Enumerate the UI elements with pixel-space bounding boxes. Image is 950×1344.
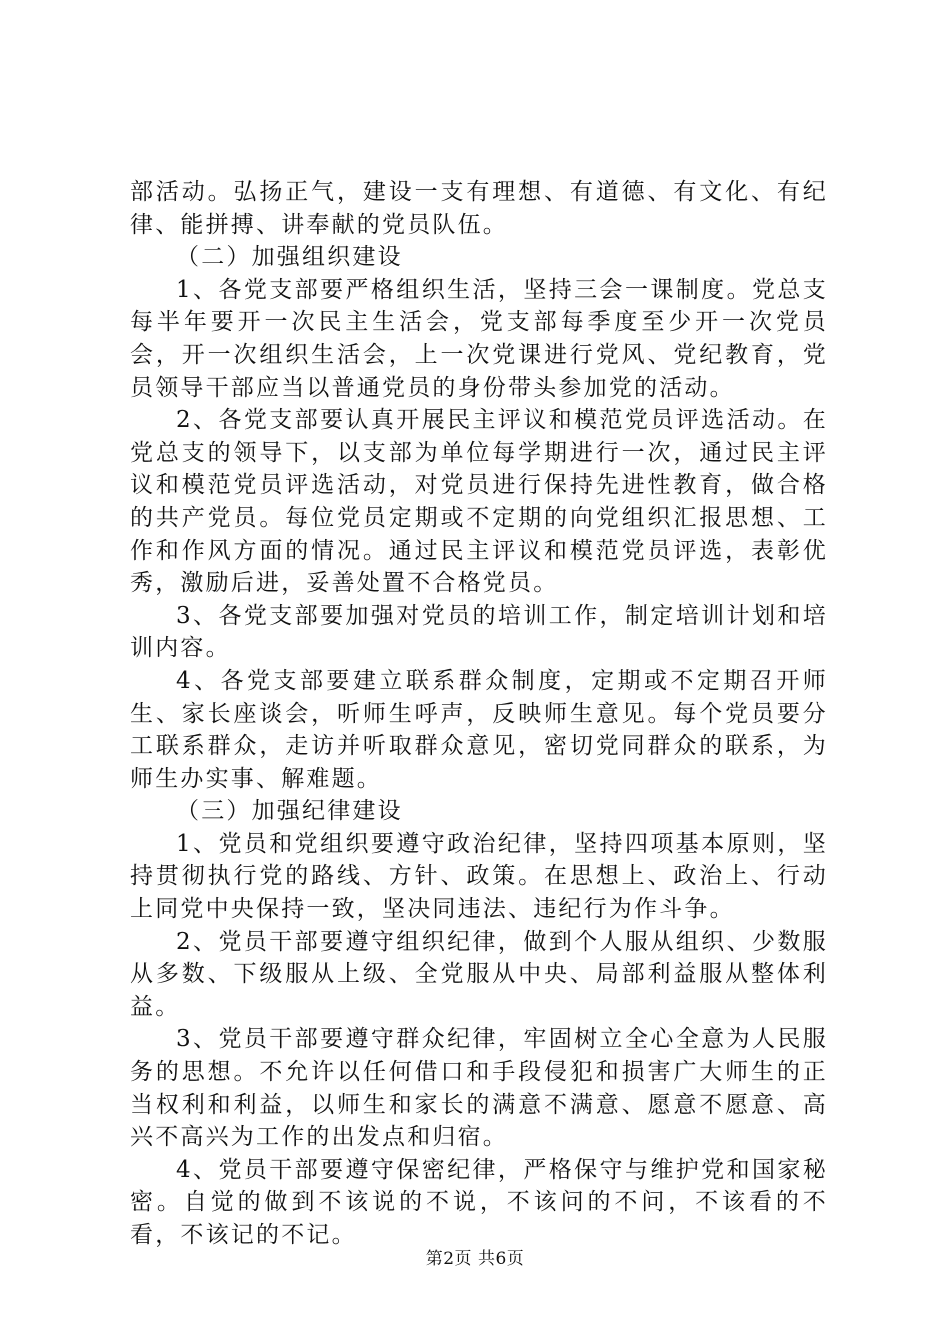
- paragraph-organization-1: 1、各党支部要严格组织生活，坚持三会一课制度。党总支每半年要开一次民主生活会，党支部每季度至少开一次党员会，开一次组织生活会，上一次党课进行党风、党纪教育，党员领导干部应当以普通党员的身份带头参加党的活动。: [130, 276, 828, 401]
- section-heading-organization: （二）加强组织建设: [176, 244, 403, 271]
- paragraph-continuation: 部活动。弘扬正气，建设一支有理想、有道德、有文化、有纪律、能拼搏、讲奉献的党员队伍。: [130, 179, 828, 238]
- document-body: [130, 176, 828, 1252]
- section-heading-discipline: （三）加强纪律建设: [176, 798, 403, 825]
- page-number-footer: 第2页 共6页: [425, 1249, 525, 1269]
- paragraph-organization-3: 3、各党支部要加强对党员的培训工作，制定培训计划和培训内容。: [130, 602, 828, 662]
- paragraph-discipline-1: 1、党员和党组织要遵守政治纪律，坚持四项基本原则，坚持贯彻执行党的路线、方针、政策。在思想上、政治上、行动上同党中央保持一致，坚决同违法、违纪行为作斗争。: [130, 830, 828, 923]
- paragraph-discipline-2: 2、党员干部要遵守组织纪律，做到个人服从组织、少数服从多数、下级服从上级、全党服从中央、局部利益服从整体利益。: [130, 928, 828, 1020]
- paragraph-discipline-3: 3、党员干部要遵守群众纪律，牢固树立全心全意为人民服务的思想。不允许以任何借口和手段侵犯和损害广大师生的正当权利和利益，以师生和家长的满意不满意、愿意不愿意、高兴不高兴为工作的出发点和归宿。: [130, 1026, 828, 1151]
- paragraph-discipline-4: 4、党员干部要遵守保密纪律，严格保守与维护党和国家秘密。自觉的做到不该说的不说，不该问的不问，不该看的不看，不该记的不记。: [130, 1156, 828, 1248]
- paragraph-organization-2: 2、各党支部要认真开展民主评议和模范党员评选活动。在党总支的领导下，以支部为单位每学期进行一次，通过民主评议和模范党员评选活动，对党员进行保持先进性教育，做合格的共产党员。每位党员定期或不定期的向党组织汇报思想、工作和作风方面的情况。通过民主评议和模范党员评选，表彰优秀，激励后进，妥善处置不合格党员。: [130, 407, 828, 597]
- paragraph-organization-4: 4、各党支部要建立联系群众制度，定期或不定期召开师生、家长座谈会，听师生呼声，反映师生意见。每个党员要分工联系群众，走访并听取群众意见，密切党同群众的联系，为师生办实事、解难题。: [130, 667, 828, 792]
